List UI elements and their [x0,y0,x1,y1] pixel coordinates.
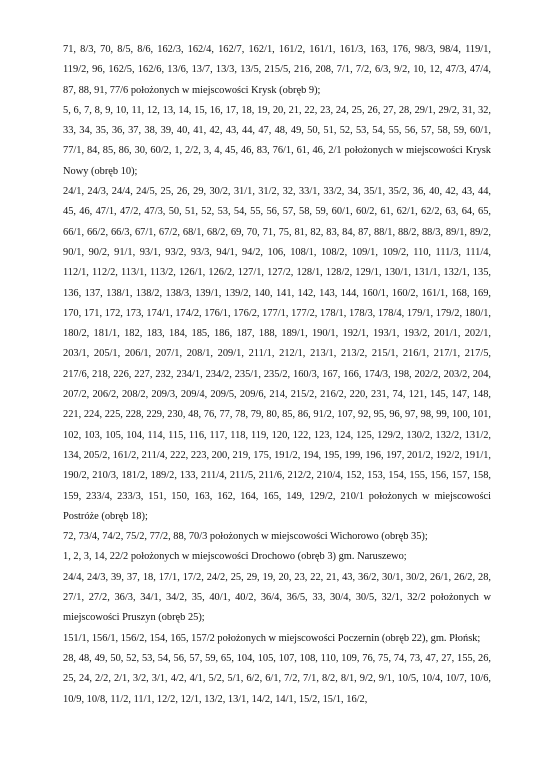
parcel-list-postroze: 24/1, 24/3, 24/4, 24/5, 25, 26, 29, 30/2, 31/1, 31/2, 32, 33/1, 33/2, 34, 35/1, 35/2, 36, 40, 42, 43, 44, 45, 46, 47/1, 47/2, 47/3, 50, 51, 52, 53, 54, 55, 56, 57, 58, 59, 60/1, 60/2, 61, 62/1, 62/2, 63, 64, 65, 66/1, 66/2, 66/3, 67/1, 67/2, 68/1, 68/2, 69, 70, 71, 75, 81, 82, 83, 84, 87, 88/1, 88/2, 88/3, 89/1, 89/2, 90/1, 90/2, 91/1, 93/1, 93/2, 93/3, 94/1, 94/2, 106, 108/1, 108/2, 109/1, 109/2, 110, 111/3, 111/4, 112/1, 112/2, 113/1, 113/2, 126/1, 126/2, 127/1, 127/2, 128/1, 128/2, 129/1, 130/1, 131/1, 132/1, 135, 136, 137, 138/1, 138/2, 138/3, 139/1, 139/2, 140, 141, 142, 143, 144, 160/1, 160/2, 161/1, 168, 169, 170, 171, 172, 173, 174/1, 174/2, 176/1, 176/2, 177/1, 177/2, 178/1, 178/3, 178/4, 179/1, 179/2, 180/1, 180/2, 181/1, 182, 183, 184, 185, 186, 187, 188, 189/1, 190/1, 192/1, 193/1, 193/2, 201/1, 202/1, 203/1, 205/1, 206/1, 207/1, 208/1, 209/1, 211/1, 212/1, 213/1, 213/2, 215/1, 216/1, 217/1, 217/5, 217/6, 218, 226, 227, 232, 234/1, 234/2, 235/1, 235/2, 160/3, 167, 166, 174/3, 198, 202/2, 203/2, 204, 207/2, 206/2, 208/2, 209/3, 209/4, 209/5, 209/6, 214, 215/2, 216/2, 220, 231, 74, 121, 145, 147, 148, 221, 224, 225, 228, 229, 230, 48, 76, 77, 78, 79, 80, 85, 86, 91/2, 107, 92, 95, 96, 97, 98, 99, 100, 101, 102, 103, 105, 104, 114, 115, 116, 117, 118, 119, 120, 122, 123, 124, 125, 129/2, 130/2, 132/2, 131/2, 134, 205/2, 161/2, 211/4, 222, 223, 200, 219, 175, 191/2, 194, 195, 199, 196, 197, 201/2, 192/2, 191/1, 190/2, 210/3, 181/2, 189/2, 133, 211/4, 211/5, 211/6, 212/2, 210/4, 152, 153, 154, 155, 156, 157, 158, 159, 233/4, 233/3, 151, 150, 163, 162, 164, 165, 149, 129/2, 210/1 położonych w miejscowości Postróże (obręb 18); [63,186,491,522]
parcel-list-wichorowo: 72, 73/4, 74/2, 75/2, 77/2, 88, 70/3 położonych w miejscowości Wichorowo (obręb 35); [63,531,428,543]
parcel-list-krysk-nowy: 5, 6, 7, 8, 9, 10, 11, 12, 13, 14, 15, 16, 17, 18, 19, 20, 21, 22, 23, 24, 25, 26, 27, 28, 29/1, 29/2, 31, 32, 33, 34, 35, 36, 37, 38, 39, 40, 41, 42, 43, 44, 47, 48, 49, 50, 51, 52, 53, 54, 55, 56, 57, 58, 59, 60/1, 77/1, 84, 85, 86, 30, 60/2, 1, 2/2, 3, 4, 45, 46, 83, 76/1, 61, 46, 2/1 położonych w miejscowości Krysk Nowy (obręb 10); [63,104,491,177]
parcel-list-pruszyn: 24/4, 24/3, 39, 37, 18, 17/1, 17/2, 24/2, 25, 29, 19, 20, 23, 22, 21, 43, 36/2, 30/1, 30/2, 26/1, 26/2, 28, 27/1, 27/2, 36/3, 34/1, 34/2, 35, 40/1, 40/2, 36/4, 36/5, 33, 30/4, 30/5, 32/1, 32/2 położonych w miejscowości Pruszyn (obręb 25); [63,571,491,624]
document-page [63,40,491,710]
parcel-list-drochowo: 1, 2, 3, 14, 22/2 położonych w miejscowości Drochowo (obręb 3) gm. Naruszewo; [63,551,407,563]
parcel-list-poczernin: 151/1, 156/1, 156/2, 154, 165, 157/2 położonych w miejscowości Poczernin (obręb 22), gm. Płońsk; [63,632,481,644]
parcel-list-krysk: 71, 8/3, 70, 8/5, 8/6, 162/3, 162/4, 162/7, 162/1, 161/2, 161/1, 161/3, 163, 176, 98/3, 98/4, 119/1, 119/2, 96, 162/5, 162/6, 13/6, 13/7, 13/3, 13/5, 215/5, 216, 208, 7/1, 7/2, 6/3, 9/2, 10, 12, 47/3, 47/4, 87, 88, 91, 77/6 położonych w miejscowości Krysk (obręb 9); [63,44,491,96]
parcel-list-continued: 28, 48, 49, 50, 52, 53, 54, 56, 57, 59, 65, 104, 105, 107, 108, 110, 109, 76, 75, 74, 73, 47, 27, 155, 26, 25, 24, 2/2, 2/1, 3/2, 3/1, 4/2, 4/1, 5/2, 5/1, 6/2, 6/1, 7/2, 7/1, 8/2, 8/1, 9/2, 9/1, 10/5, 10/4, 10/7, 10/6, 10/9, 10/8, 11/2, 11/1, 12/2, 12/1, 13/2, 13/1, 14/2, 14/1, 15/2, 15/1, 16/2, [63,652,491,705]
